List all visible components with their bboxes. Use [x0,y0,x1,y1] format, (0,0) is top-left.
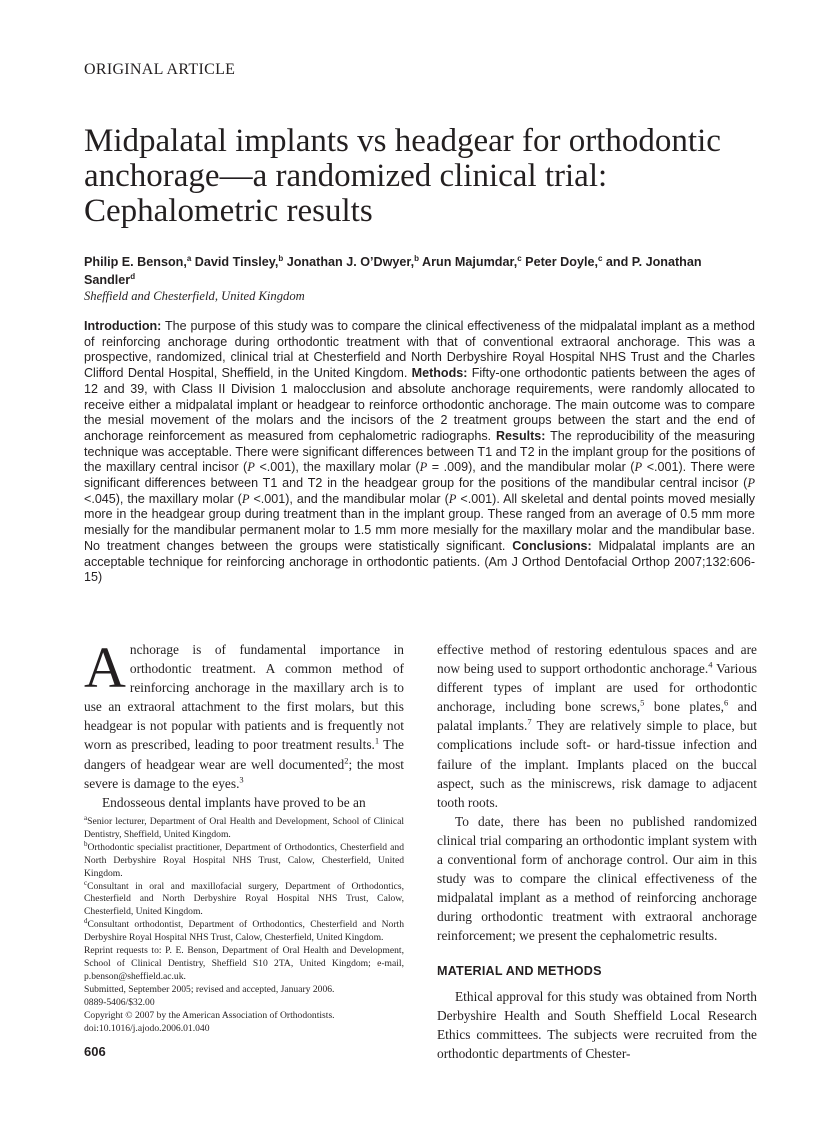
footnotes [84,813,404,1035]
author-name: David Tinsley, [191,255,279,269]
author-name: and P. Jonathan Sandler [84,255,702,287]
author-affiliation-marker: a [186,253,192,263]
footnote-b [84,839,404,881]
page-number: 606 [84,1044,106,1059]
superscript-reference: 3 [239,774,244,785]
author-affiliation-marker: b [278,253,284,263]
text-run: The reproducibility of the measuring technique was acceptable. There were significant differences between T1 and T2 in the implant group for the positions of the maxillary central incisor ( [84,428,756,475]
doi: doi:10.1016/j.ajodo.2006.01.040 [84,1022,210,1034]
body-column-right [437,640,757,1063]
superscript-reference: 5 [640,697,645,708]
p-value-symbol: P [419,460,428,475]
text-run: Various different types of implant are used for orthodontic anchorage, including bone screws, [437,661,757,715]
intro-paragraph-3 [437,640,757,812]
text-run: and palatal implants. [437,699,757,734]
text-run: <.001), the maxillary molar ( [254,460,420,475]
abstract [84,319,755,586]
p-value-symbol: P [448,491,457,506]
section-heading-methods: MATERIAL AND METHODS [437,963,602,978]
issn-price: 0889-5406/$32.00 [84,996,155,1008]
superscript-reference: c [84,878,88,887]
footnote-d [84,919,404,945]
p-value-symbol: P [247,460,255,475]
text-run: nchorage is of fundamental importance in orthodontic treatment. A common method of reinforcing anchorage in the maxillary arch is to use an extraoral attachment to the first molars, but this headgear is not popular with patients and is frequently not worn as prescribed, leading to poor treatment results. [84,642,404,753]
author-name: Arun Majumdar, [419,255,518,269]
text-run: Senior lecturer, Department of Oral Health and Development, School of Clinical Dentistry, Sheffield, United Kingdom. [84,816,404,840]
paragraph-text [84,635,405,791]
drop-cap: A [84,635,126,700]
text-run: ; the most severe is damage to the eyes. [84,756,405,791]
text-run: Ethical approval for this study was obtained from North Derbyshire Health and South Sheffield Local Research Ethics committees. The subjects were recruited from the orthodontic departments of Chester- [437,988,757,1061]
text-run: <.001). There were significant differences between T1 and T2 in the headgear group for the positions of the mandibular central incisor ( [84,460,755,491]
author-affiliation-marker: d [130,271,136,281]
superscript-reference: b [84,839,88,848]
copyright: Copyright © 2007 by the American Association of Orthodontists. [84,1009,335,1021]
p-value-symbol: P [747,476,755,491]
text-run: <.045), the maxillary molar ( [84,491,242,506]
author-list [84,253,724,289]
text-run: <.001). All skeletal and dental points moved mesially more in the headgear group during treatment than in the implant group. These ranged from an average of 0.5 mm more mesially for the mandibular permanent molar to 1.5 mm more mesially for the maxillary molar and the mandibular base. No treatment changes between the groups were statistically significant. [84,491,756,553]
intro-paragraph-1 [84,635,405,793]
superscript-reference: 6 [723,697,729,708]
run-in-heading: Results: [495,428,546,443]
text-run: effective method of restoring edentulous spaces and are now being used to support orthodontic anchorage. [437,642,757,677]
footnote-a [84,813,404,842]
text-run: Consultant orthodontist, Department of Orthodontics, Chesterfield and North Derbyshire Royal Hospital NHS Trust, Calow, Chesterfield, United Kingdom. [84,919,404,944]
superscript-reference: d [84,917,88,926]
reprint-requests: Reprint requests to: P. E. Benson, Department of Oral Health and Development, School of Clinical Dentistry, Sheffield S10 2TA, United Kingdom; e-mail, p.benson@sheffield.ac.uk. [84,945,404,982]
author-affiliation: Sheffield and Chesterfield, United Kingdom [84,289,305,303]
run-in-heading: Introduction: [84,319,162,333]
run-in-heading: Methods: [411,366,468,381]
p-value-symbol: P [634,460,643,475]
article-title: Midpalatal implants vs headgear for orthodontic anchorage—a randomized clinical trial: Cephalometric results [84,123,721,229]
text-run: The purpose of this study was to compare the clinical effectiveness of the midpalatal implant as a method of reinforcing anchorage during orthodontic treatment with that of conventional extraoral anchorage. This was a prospective, randomized, clinical trial at Chesterfield and North Derbyshire Royal Hospital NHS Trust and the Charles Clifford Dental Hospital, Sheffield, in the United Kingdom. [84,319,755,381]
text-run: Orthodontic specialist practitioner, Department of Orthodontics, Chesterfield and North Derbyshire Royal Hospital NHS Trust, Calow, Chesterfield, United Kingdom. [84,841,404,879]
intro-paragraph-4 [437,812,757,946]
body-column-left [84,635,405,812]
author-affiliation-marker: b [414,253,420,263]
superscript-reference: 1 [374,736,380,746]
superscript-reference: a [84,813,88,822]
submission-dates: Submitted, September 2005; revised and accepted, January 2006. [84,983,335,995]
section-label: ORIGINAL ARTICLE [84,61,236,78]
text-run: To date, there has been no published randomized clinical trial comparing an orthodontic implant system with a conventional form of anchorage control. Our aim in this study was to compare the clinical effectiveness of the midpalatal implant as a method of reinforcing anchorage during orthodontic treatment with extraoral anchorage reinforcement; we present the cephalometric results. [437,813,757,944]
text-run: <.001), and the mandibular molar ( [249,491,449,506]
superscript-reference: 7 [527,716,532,727]
author-affiliation-marker: c [597,253,603,263]
text-run: Consultant in oral and maxillofacial surgery, Department of Orthodontics, Chesterfield and North Derbyshire Royal Hospital NHS Trust, Calow, Chesterfield, United Kingdom. [84,880,404,918]
author-affiliation-marker: c [517,253,522,263]
text-run: bone plates, [644,699,724,715]
superscript-reference: 4 [708,659,713,670]
run-in-heading: Conclusions: [512,538,592,553]
text-run: The dangers of headgear wear are well documented [84,737,404,772]
text-run: = .009), and the mandibular molar ( [427,460,635,475]
intro-paragraph-2 [84,793,404,812]
author-name: Jonathan J. O’Dwyer, [283,255,415,269]
author-name: Philip E. Benson, [84,255,187,269]
superscript-reference: 2 [344,755,349,766]
text-run: Midpalatal implants are an acceptable technique for reinforcing anchorage in orthodontic patients. (Am J Orthod Dentofacial Orthop 2007;132:606-15) [84,538,755,585]
footnote-c [84,878,404,920]
author-name: Peter Doyle, [521,255,598,269]
methods-paragraph-1 [437,987,757,1063]
text-run: Endosseous dental implants have proved to be an [102,794,366,810]
text-run: They are relatively simple to place, but complications include soft- or hard-tissue infection and failure of the implant. Implants placed on the buccal aspect, such as the miniscrews, risk damage to adjacent tooth roots. [437,718,757,810]
p-value-symbol: P [241,491,250,506]
text-run: Fifty-one orthodontic patients between the ages of 12 and 39, with Class II Division 1 malocclusion and absolute anchorage requirements, were randomly allocated to receive either a midpalatal implant or headgear to reinforce orthodontic anchorage. The main outcome was to compare the mesial movement of the molars and the incisors of the 2 treatment groups between the start and the end of anchorage reinforcement as measured from cephalometric radiographs. [84,366,755,443]
